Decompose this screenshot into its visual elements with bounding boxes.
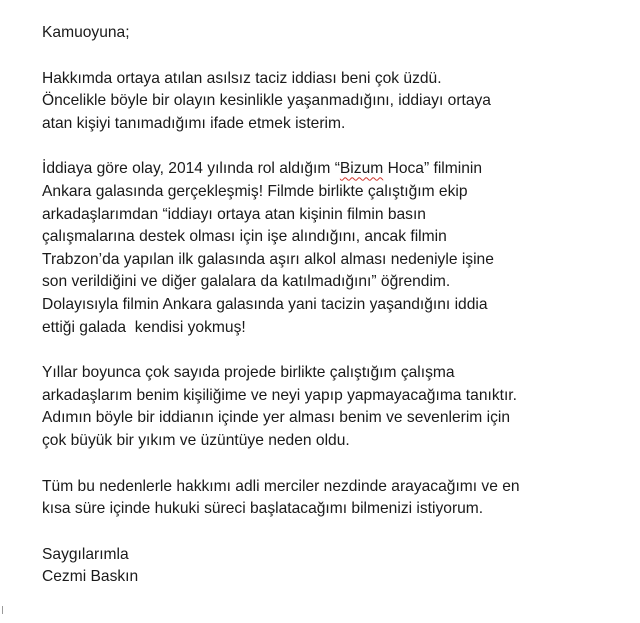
paragraph-line: Hakkımda ortaya atılan asılsız taciz iddiası beni çok üzdü. xyxy=(42,69,442,87)
paragraph-line: atan kişiyi tanımadığımı ifade etmek isterim. xyxy=(42,114,346,132)
paragraph-line: Ankara galasında gerçekleşmiş! Filmde birlikte çalıştığım ekip xyxy=(42,182,468,200)
paragraph-gap xyxy=(42,453,622,476)
paragraph-line: arkadaşlarımdan “iddiayı ortaya atan kişinin filmin basın xyxy=(42,205,426,223)
paragraph-line: Trabzon’da yapılan ilk galasında aşırı alkol alması nedeniyle işine xyxy=(42,250,494,268)
paragraph-1 xyxy=(42,68,622,136)
paragraph-line: çalışmalarına destek olması için işe alındığını, ancak filmin xyxy=(42,228,447,246)
paragraph-line: Dolayısıyla filmin Ankara galasında yani tacizin yaşandığını iddia xyxy=(42,295,488,313)
paragraph-2 xyxy=(42,158,622,339)
signature: Cezmi Baskın xyxy=(42,568,139,586)
paragraph-4 xyxy=(42,476,622,521)
letter-body xyxy=(42,22,622,589)
closing: Saygılarımla xyxy=(42,545,129,563)
paragraph-line: kısa süre içinde hukuki süreci başlatacağımı bilmenizi istiyorum. xyxy=(42,500,484,518)
spellcheck-flagged-word: Bizum xyxy=(339,160,384,178)
paragraph-line: son verildiğini ve diğer galalara da katılmadığını” öğrendim. xyxy=(42,273,451,291)
paragraph-3 xyxy=(42,362,622,452)
salutation: Kamuoyuna; xyxy=(42,24,130,41)
paragraph-line: Yıllar boyunca çok sayıda projede birlikte çalıştığım çalışma xyxy=(42,364,455,382)
paragraph-line: Adımın böyle bir iddianın içinde yer alması benim ve sevenlerim için xyxy=(42,409,511,427)
line-segment: Hoca” filminin xyxy=(383,160,483,178)
paragraph-line: Tüm bu nedenlerle hakkımı adli merciler nezdinde arayacağımı ve en xyxy=(42,477,520,495)
paragraph-gap xyxy=(42,521,622,544)
paragraph-gap xyxy=(42,339,622,362)
paragraph-gap xyxy=(42,135,622,158)
paragraph-line: arkadaşlarım benim kişiliğime ve neyi yapıp yapmayacağıma tanıktır. xyxy=(42,386,517,404)
text-cursor-mark xyxy=(2,606,6,614)
paragraph-line: çok büyük bir yıkım ve üzüntüye neden oldu. xyxy=(42,431,350,449)
line-segment: İddiaya göre olay, 2014 yılında rol aldığım “ xyxy=(42,160,340,178)
paragraph-line xyxy=(42,158,622,181)
paragraph-gap xyxy=(42,45,622,68)
paragraph-line: ettiği galada kendisi yokmuş! xyxy=(42,318,246,336)
paragraph-line: Öncelikle böyle bir olayın kesinlikle yaşanmadığını, iddiayı ortaya xyxy=(42,92,491,110)
